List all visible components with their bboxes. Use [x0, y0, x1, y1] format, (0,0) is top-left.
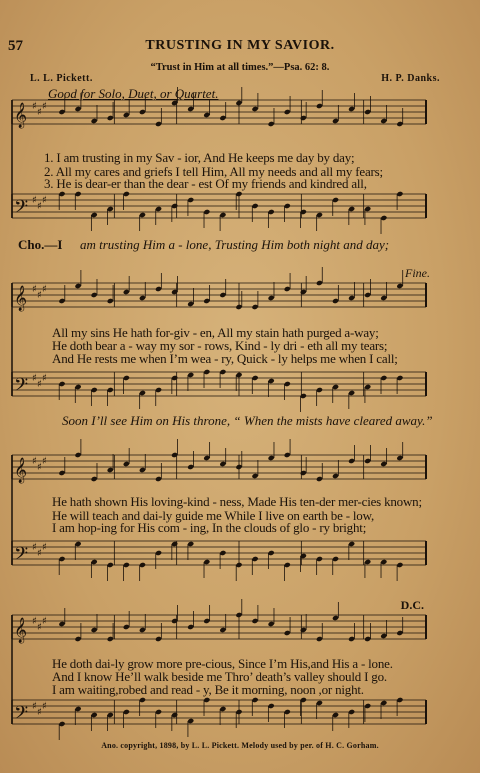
verse-line: All my sins He hath for-giv - en, All my stain hath purged a-way; [52, 325, 379, 340]
verse-line: 2. All my cares and griefs I tell Him, All my needs and all my fears; [44, 164, 383, 179]
lyricist-name: L. L. Pickett. [30, 73, 93, 84]
verse-line: And I know He’ll walk beside me Thro’ death’s valley should I go. [52, 669, 387, 684]
clef-icon: 𝄞 [14, 103, 28, 128]
verse-line: I am hop-ing for His com - ing, In the clouds of glo - ry bright; [52, 520, 367, 535]
sharp-icon: ♯ [42, 195, 47, 206]
clef-icon: 𝄞 [14, 286, 28, 311]
chorus-italic-line: Soon I’ll see Him on His throne, “ When the mists have cleared away.” [62, 413, 433, 428]
sharp-icon: ♯ [42, 284, 47, 295]
scripture-reference: “Trust in Him at all times.”—Psa. 62: 8. [150, 62, 330, 73]
sharp-icon: ♯ [32, 373, 37, 384]
sharp-icon: ♯ [42, 616, 47, 627]
verse-line: And He rests me when I’m wea - ry, Quick - ly helps me when I call; [52, 351, 398, 366]
sharp-icon: ♯ [42, 542, 47, 553]
sharp-icon: ♯ [37, 290, 42, 301]
sharp-icon: ♯ [32, 701, 37, 712]
clef-icon: 𝄢 [14, 703, 29, 728]
sharp-icon: ♯ [42, 456, 47, 467]
sharp-icon: ♯ [32, 542, 37, 553]
verse-line: He doth dai-ly grow more pre-cious, Since I’m His,and His a - lone. [52, 656, 393, 671]
sharp-icon: ♯ [37, 622, 42, 633]
sharp-icon: ♯ [42, 101, 47, 112]
verse-line: He hath shown His loving-kind - ness, Made His ten-der mer-cies known; [52, 494, 422, 509]
sharp-icon: ♯ [32, 284, 37, 295]
clef-icon: 𝄢 [14, 544, 29, 569]
sharp-icon: ♯ [32, 195, 37, 206]
sharp-icon: ♯ [42, 373, 47, 384]
verse-line: He doth bear a - way my sor - rows, Kind - ly dri - eth all my tears; [52, 338, 388, 353]
verse-line: 1. I am trusting in my Sav - ior, And He keeps me day by day; [44, 150, 355, 165]
verse-line: He will teach and dai-ly guide me While I live on earth be - low, [52, 508, 374, 523]
sharp-icon: ♯ [42, 701, 47, 712]
sharp-icon: ♯ [32, 456, 37, 467]
dc-marking: D.C. [400, 598, 424, 612]
hymn-title: TRUSTING IN MY SAVIOR. [145, 38, 335, 53]
verse-line: I am waiting,robed and read - y, Be it morning, noon ,or night. [52, 682, 364, 697]
sharp-icon: ♯ [32, 101, 37, 112]
sharp-icon: ♯ [37, 707, 42, 718]
fine-marking: Fine. [405, 266, 430, 280]
clef-icon: 𝄢 [14, 197, 29, 222]
verse-line: 3. He is dear-er than the dear - est Of my friends and kindred all, [44, 176, 367, 191]
sharp-icon: ♯ [37, 107, 42, 118]
sharp-icon: ♯ [37, 379, 42, 390]
sharp-icon: ♯ [37, 548, 42, 559]
clef-icon: 𝄞 [14, 458, 28, 483]
sharp-icon: ♯ [37, 462, 42, 473]
clef-icon: 𝄞 [14, 618, 28, 643]
copyright-notice: Ano. copyright, 1898, by L. L. Pickett. Melody used by per. of H. C. Gorham. [101, 741, 379, 750]
clef-icon: 𝄢 [14, 375, 29, 400]
page-number: 57 [8, 38, 23, 54]
composer-name: H. P. Danks. [381, 73, 440, 84]
chorus-label: Cho.—I [18, 237, 63, 252]
sharp-icon: ♯ [37, 201, 42, 212]
performance-note: Good for Solo, Duet, or Quartet. [48, 86, 219, 101]
chorus-text: am trusting Him a - lone, Trusting Him both night and day; [80, 237, 390, 252]
sharp-icon: ♯ [32, 616, 37, 627]
